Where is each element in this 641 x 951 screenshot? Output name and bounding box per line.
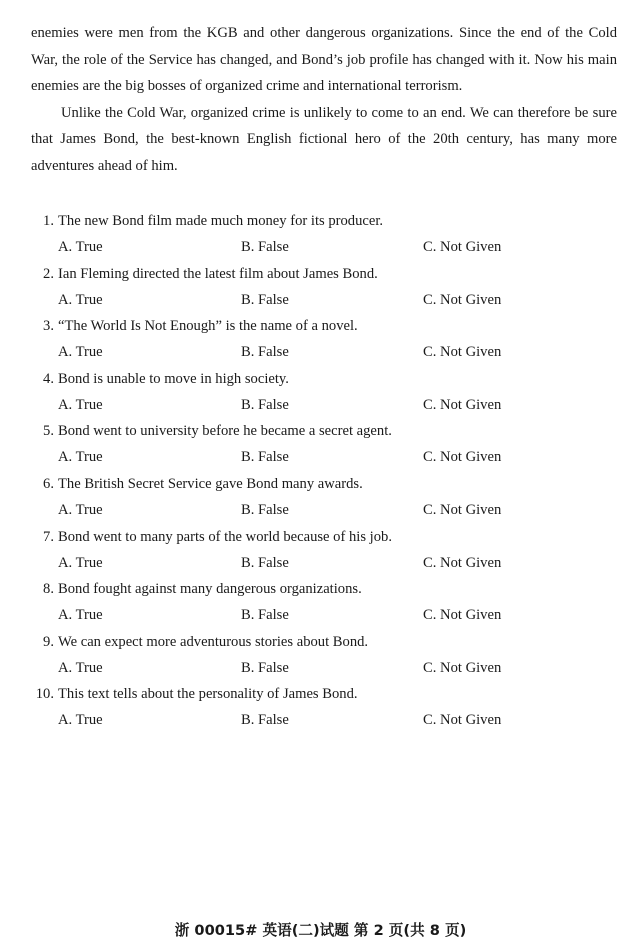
question-text: Bond went to university before he became a secret agent.	[58, 423, 392, 440]
question-number: 5.	[43, 423, 54, 440]
option-c: C. Not Given	[423, 607, 502, 624]
option-a: A. True	[58, 396, 103, 413]
question-item	[0, 524, 641, 577]
question-stem	[28, 261, 378, 287]
question-number: 7.	[43, 528, 54, 545]
passage-paragraph: enemies were men from the KGB and other dangerous organizations. Since the end of the Cold War, the role of the Service has changed, and Bond’s job profile has changed with it. Now his main enemies are the big bosses of organized crime and international terrorism.	[31, 25, 617, 94]
option-a: A. True	[58, 449, 103, 466]
option-a: A. True	[58, 712, 103, 729]
question-item	[0, 366, 641, 419]
option-a: A. True	[58, 607, 103, 624]
option-a: A. True	[58, 239, 103, 255]
option-a: A. True	[58, 501, 103, 518]
question-text: The new Bond film made much money for its producer.	[58, 213, 384, 229]
option-b: B. False	[241, 501, 289, 518]
option-b: B. False	[241, 607, 289, 624]
question-number: 4.	[43, 370, 54, 387]
question-number: 3.	[43, 318, 54, 335]
question-item	[0, 261, 641, 314]
question-stem	[28, 524, 392, 550]
question-list	[0, 208, 641, 734]
question-stem	[28, 366, 289, 392]
option-c: C. Not Given	[423, 712, 502, 729]
question-stem	[28, 418, 392, 444]
question-text: Bond fought against many dangerous organizations.	[58, 581, 362, 598]
question-stem	[28, 208, 383, 234]
option-c: C. Not Given	[423, 659, 502, 676]
option-c: C. Not Given	[423, 396, 502, 413]
option-a: A. True	[58, 291, 103, 308]
option-a: A. True	[58, 554, 103, 571]
option-a: A. True	[58, 344, 103, 361]
option-b: B. False	[241, 291, 289, 308]
question-text: Bond is unable to move in high society.	[58, 370, 289, 387]
question-item	[0, 681, 641, 734]
option-c: C. Not Given	[423, 554, 502, 571]
question-item	[0, 629, 641, 682]
option-b: B. False	[241, 449, 289, 466]
option-c: C. Not Given	[423, 449, 502, 466]
question-stem	[28, 471, 363, 497]
option-b: B. False	[241, 659, 289, 676]
question-stem	[28, 576, 362, 602]
question-item	[0, 471, 641, 524]
question-stem	[28, 629, 368, 655]
question-text: We can expect more adventurous stories about Bond.	[58, 633, 369, 650]
page-footer: 浙 00015# 英语(二)试题 第 2 页(共 8 页)	[174, 922, 467, 939]
option-c: C. Not Given	[423, 291, 502, 308]
question-item	[0, 576, 641, 629]
passage-paragraph: Unlike the Cold War, organized crime is unlikely to come to an end. We can therefore be sure that James Bond, the best-known English fictional hero of the 20th century, has many more adventures ahead of him.	[31, 104, 617, 174]
option-b: B. False	[241, 396, 289, 413]
question-text: The British Secret Service gave Bond many awards.	[58, 475, 363, 492]
question-item	[0, 418, 641, 471]
option-a: A. True	[58, 659, 103, 676]
option-c: C. Not Given	[423, 501, 502, 518]
option-b: B. False	[241, 239, 289, 255]
question-stem	[28, 681, 358, 707]
question-number: 1.	[43, 213, 54, 229]
option-b: B. False	[241, 712, 289, 729]
option-c: C. Not Given	[423, 344, 502, 361]
option-c: C. Not Given	[423, 239, 502, 255]
question-text: Ian Fleming directed the latest film about James Bond.	[58, 265, 378, 282]
question-number: 9.	[43, 633, 54, 650]
question-number: 10.	[35, 686, 54, 703]
option-b: B. False	[241, 554, 289, 571]
question-stem	[28, 313, 358, 339]
question-text: Bond went to many parts of the world because of his job.	[58, 528, 392, 545]
reading-passage	[31, 20, 617, 179]
question-item	[0, 313, 641, 366]
question-item	[0, 208, 641, 261]
question-number: 8.	[43, 581, 54, 598]
option-b: B. False	[241, 344, 289, 361]
question-number: 6.	[43, 475, 54, 492]
question-text: This text tells about the personality of James Bond.	[58, 686, 358, 703]
question-number: 2.	[43, 265, 54, 282]
question-text: “The World Is Not Enough” is the name of a novel.	[58, 318, 358, 335]
